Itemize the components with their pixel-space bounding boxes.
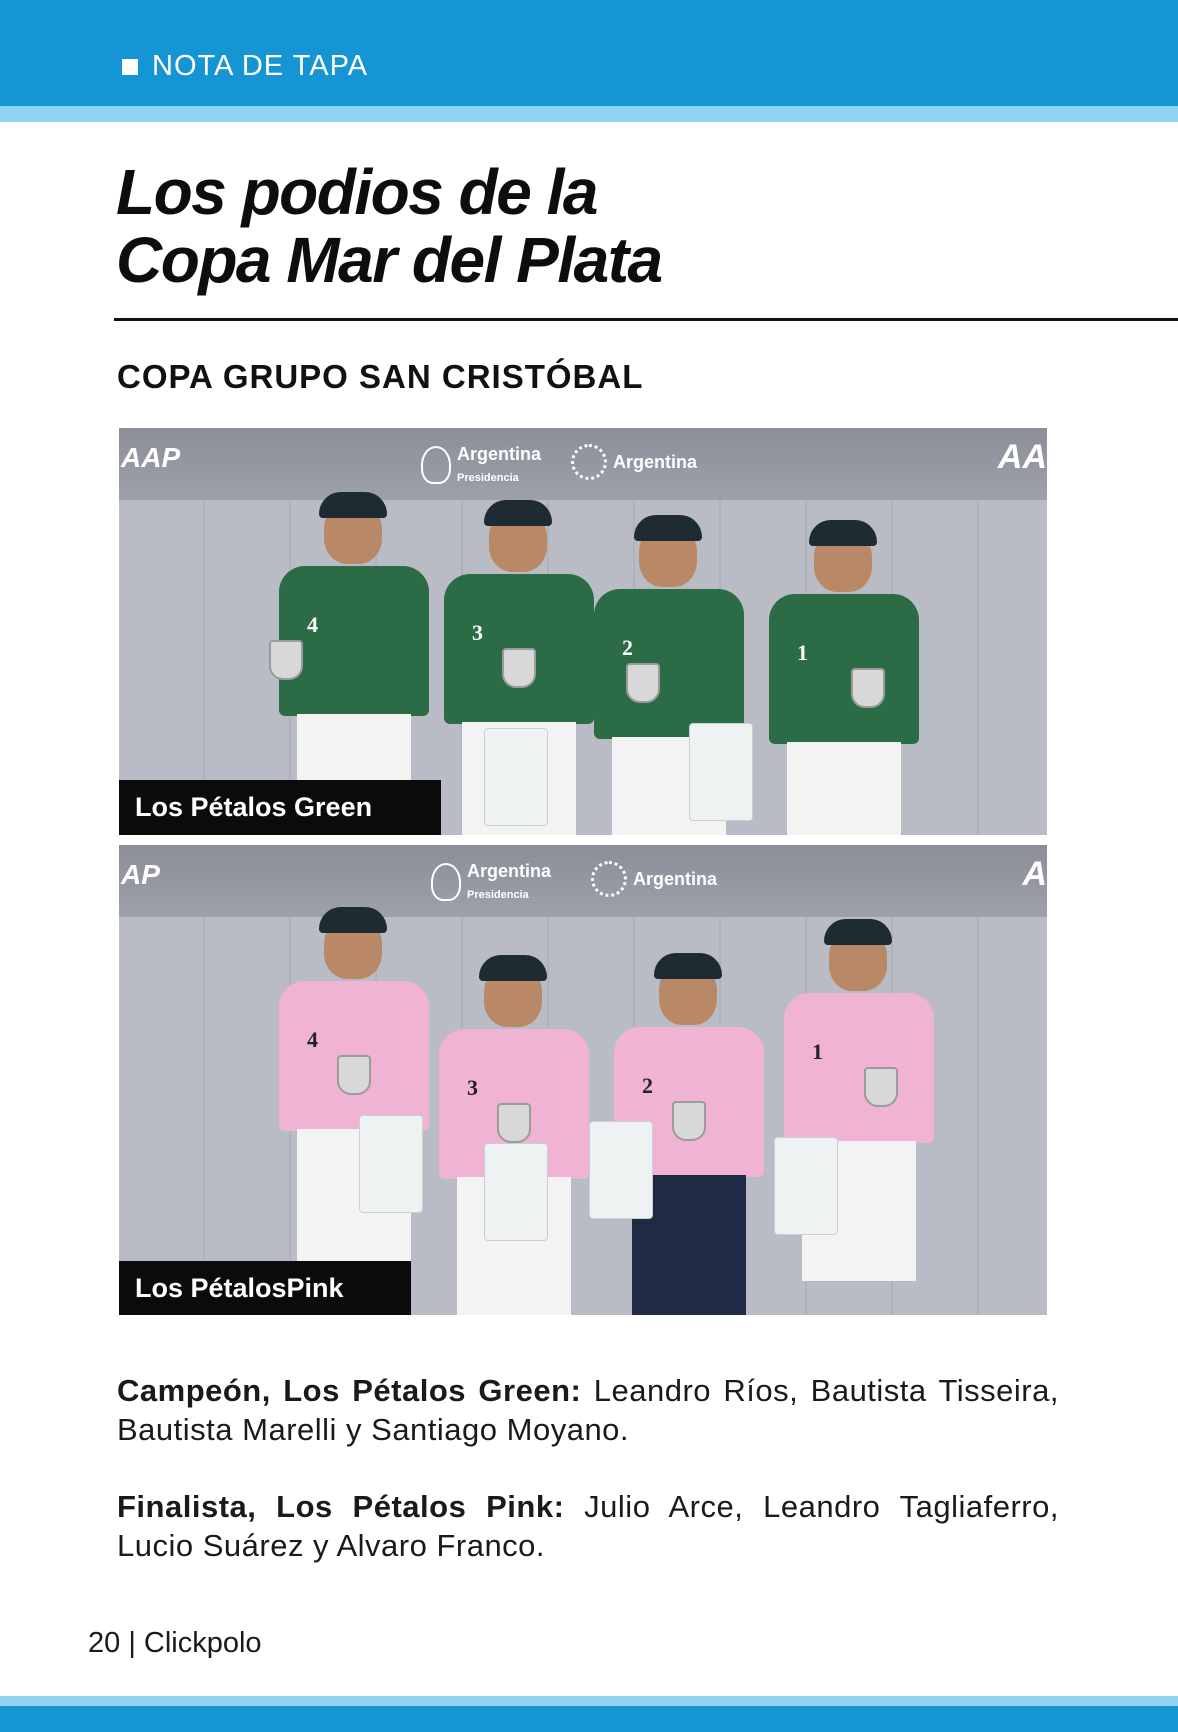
jersey-number: 3 [472, 620, 483, 645]
gift-bag [484, 1143, 548, 1241]
jersey-number: 2 [622, 635, 633, 660]
jersey-number: 1 [797, 640, 808, 665]
trophy-icon [337, 1055, 371, 1095]
aap-logo: AAP [121, 442, 181, 473]
logo-subtext: Presidencia [467, 889, 529, 901]
trophy-icon [864, 1067, 898, 1107]
square-bullet-icon [122, 59, 138, 75]
footer-stripe [0, 1696, 1178, 1706]
photo-los-petalos-green [119, 428, 1047, 835]
argentina-logo [571, 444, 697, 480]
gift-bag [484, 728, 548, 826]
logo-subtext: Presidencia [457, 472, 519, 484]
trophy-icon [626, 663, 660, 703]
logo-text: Argentina [613, 451, 698, 472]
finalist-players: Julio Arce, Leandro Tagliaferro, Lucio Suárez y Alvaro Franco. [117, 1489, 1059, 1563]
page-footer: 20 | Clickpolo [88, 1627, 262, 1659]
section-label: NOTA DE TAPA [152, 50, 369, 82]
argentina-presidencia-logo [431, 861, 551, 903]
title-line-1: Los podios de la [116, 156, 597, 228]
photo-los-petalos-pink [119, 845, 1047, 1315]
aap-logo-right: AA [997, 438, 1047, 476]
finalist-label: Finalista, Los Pétalos Pink: [117, 1489, 565, 1524]
gift-bag [589, 1121, 653, 1219]
jersey-number: 2 [642, 1073, 653, 1098]
article-title [116, 158, 662, 294]
argentina-logo [591, 861, 717, 897]
jersey-number: 3 [467, 1075, 478, 1100]
seal-icon [431, 863, 461, 901]
champion-label: Campeón, Los Pétalos Green: [117, 1373, 582, 1408]
seal-icon [421, 446, 451, 484]
photo-caption: Los PétalosPink [119, 1261, 411, 1315]
trophy-icon [672, 1101, 706, 1141]
title-divider [114, 318, 1178, 321]
jersey-number: 4 [307, 1027, 318, 1052]
sun-icon [591, 861, 627, 897]
sun-icon [571, 444, 607, 480]
logo-text: Argentina [457, 444, 542, 464]
champion-paragraph [117, 1371, 1059, 1449]
jersey-number: 4 [307, 612, 318, 637]
argentina-presidencia-logo [421, 444, 541, 486]
champion-players: Leandro Ríos, Bautista Tisseira, Bautista Marelli y Santiago Moyano. [117, 1373, 1059, 1447]
article-subtitle: COPA GRUPO SAN CRISTÓBAL [117, 358, 644, 395]
header-stripe [0, 106, 1178, 122]
trophy-icon [851, 668, 885, 708]
trophy-icon [502, 648, 536, 688]
section-tag [122, 50, 368, 83]
aap-logo: AP [121, 859, 160, 890]
title-line-2: Copa Mar del Plata [116, 224, 662, 296]
jersey-number: 1 [812, 1039, 823, 1064]
gift-bag [774, 1137, 838, 1235]
gift-bag [359, 1115, 423, 1213]
finalist-paragraph [117, 1487, 1059, 1565]
footer-band [0, 1706, 1178, 1732]
photo-caption: Los Pétalos Green [119, 780, 441, 835]
trophy-icon [497, 1103, 531, 1143]
logo-text: Argentina [633, 868, 718, 889]
backdrop-banner [119, 845, 1047, 917]
logo-text: Argentina [467, 861, 552, 881]
aap-logo-right: A [1022, 855, 1047, 893]
trophy-icon [269, 640, 303, 680]
gift-bag [689, 723, 753, 821]
